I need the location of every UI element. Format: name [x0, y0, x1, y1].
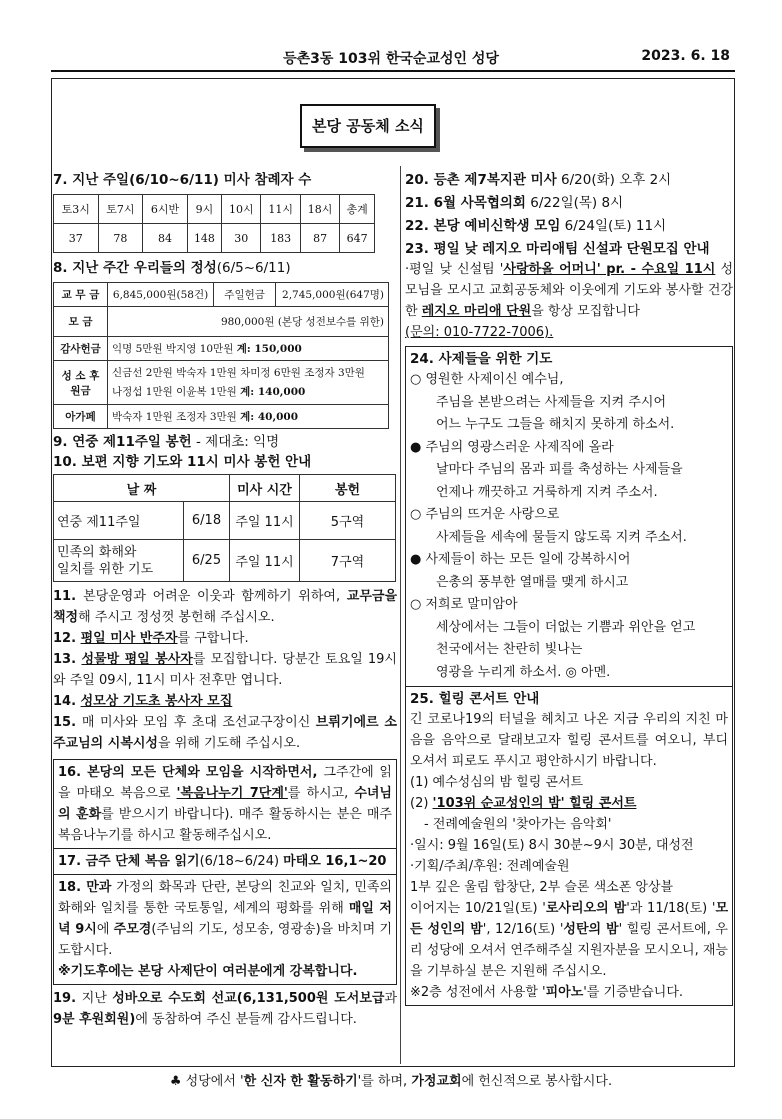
prayer-text: 사제들이 하는 모든 일에 강복하시어 — [425, 552, 631, 567]
concert-program-1: (1) 예수성심의 밤 힐링 콘서트 — [410, 775, 584, 790]
item10-heading: 10. 보편 지향 기도와 11시 미사 봉헌 안내 — [53, 454, 312, 470]
item-text: 를 구합니다. — [177, 631, 249, 646]
item23-body — [405, 259, 733, 322]
concert-intro: 긴 코로나19의 터널을 헤치고 나온 지금 우리의 지친 마음을 음악으로 달래보고자 힐링 콘서트를 여오니, 부디 오셔서 피로도 푸시고 평안하시기 바랍니다. — [410, 712, 728, 769]
item20 — [405, 170, 733, 190]
attendance-value: 84 — [143, 224, 188, 253]
offering-row — [54, 361, 389, 405]
item-text: ', 12/16(토) ' — [482, 922, 564, 937]
item-emphasis: '103위 순교성인의 밤' 힐링 콘서트 — [432, 796, 637, 811]
prayer-line — [410, 572, 728, 595]
item-text: 를 받으시기 바랍니다). 매주 활동하시는 분은 매주 복음나누기를 하시고 활동해주십시오. — [58, 807, 392, 843]
schedule-header-row — [54, 475, 396, 502]
item-text: 과 — [384, 991, 397, 1006]
offering-label: 성 소 후원금 — [54, 361, 108, 405]
item-emphasis: 성바오로 수도회 선교(6,131,500원 도서보급 — [112, 991, 385, 1006]
offering-value: 980,000원 (본당 성전보수를 위한) — [108, 307, 389, 337]
attendance-col: 18시 — [300, 195, 339, 224]
schedule-header: 날 짜 — [54, 475, 230, 502]
item-emphasis: 모든 성인의 밤 — [410, 901, 729, 937]
prayer-line — [410, 662, 728, 685]
prayer-text: 저희로 말미암아 — [425, 597, 518, 612]
offering-label: 주일헌금 — [214, 283, 276, 307]
attendance-value: 87 — [300, 224, 339, 253]
prayer-line — [410, 369, 728, 392]
schedule-offer: 5구역 — [300, 502, 396, 540]
attendance-value: 37 — [54, 224, 99, 253]
prayer-text: 날마다 주님의 몸과 피를 축성하는 사제들을 — [436, 462, 683, 477]
concert-more — [410, 898, 728, 982]
item-emphasis: 성모상 기도초 봉사자 모집 — [80, 694, 233, 709]
concert-organizer: ·기획/주최/후원: 전례예술원 — [410, 859, 570, 874]
prayer-line — [410, 437, 728, 460]
item-emphasis: 16. 본당의 모든 단체와 모임을 시작하면서, — [58, 765, 324, 780]
item-emphasis: 만과 — [86, 880, 112, 895]
offering-value — [108, 405, 389, 429]
offering-donors: 신금선 2만원 박숙자 1만원 차미정 6만원 조정자 3만원 — [112, 366, 365, 379]
prayer-line — [410, 504, 728, 527]
item16-box — [53, 759, 397, 849]
item25-heading: 25. 힐링 콘서트 안내 — [410, 691, 540, 707]
footer-text: ♣ 성당에서 ' — [169, 1074, 244, 1089]
item-emphasis: 평일 미사 반주자 — [80, 631, 178, 646]
attendance-col: 10시 — [222, 195, 261, 224]
attendance-col: 토7시 — [98, 195, 143, 224]
item-text: 본당운영과 어려운 이웃과 함께하기 위하여, — [83, 589, 347, 604]
prayer-line — [410, 527, 728, 550]
item-number: 13. — [53, 652, 82, 667]
item-emphasis: 17. 금주 단체 복음 읽기 — [58, 854, 200, 869]
item18-box — [53, 875, 397, 985]
item24-heading: 24. 사제들을 위한 기도 — [410, 351, 553, 367]
offering-row — [54, 405, 389, 429]
item-emphasis: 브뤼기에르 소 주교님의 시복시성 — [53, 715, 397, 751]
left-column — [53, 170, 397, 1030]
prayer-text: 주님의 영광스러운 사제직에 올라 — [425, 439, 614, 455]
schedule-row — [54, 540, 396, 582]
item-text: 매 미사와 모임 후 초대 조선교구장이신 — [81, 715, 316, 730]
prayer-lines — [410, 369, 728, 684]
offering-value — [108, 361, 389, 405]
item-number: 12. — [53, 631, 81, 646]
item-text: 을 위해 기도해 주십시오. — [158, 736, 301, 751]
item-emphasis: 로사리오의 밤 — [545, 901, 627, 916]
prayer-text: 영원한 사제이신 예수님, — [425, 372, 564, 387]
schedule-time: 주일 11시 — [230, 502, 300, 540]
schedule-name-line: 민족의 화해와 — [57, 544, 137, 560]
attendance-col: 9시 — [187, 195, 221, 224]
filled-circle-icon: ● — [410, 552, 426, 567]
attendance-value: 30 — [222, 224, 261, 253]
attendance-col: 토3시 — [54, 195, 99, 224]
item11 — [53, 586, 397, 628]
offering-donors: 익명 5만원 박지영 10만원 — [112, 343, 234, 355]
item15 — [53, 712, 397, 754]
offering-row — [54, 283, 389, 307]
attendance-value: 183 — [261, 224, 300, 253]
item8-period: (6/5~6/11) — [216, 260, 291, 276]
prayer-text: 은총의 풍부한 열매를 맺게 하시고 — [436, 574, 629, 590]
item17 — [58, 851, 392, 872]
item-text: (6/18~6/24) — [199, 854, 284, 869]
item12 — [53, 628, 397, 649]
prayer-line — [410, 414, 728, 437]
item22 — [405, 216, 733, 236]
attendance-table — [53, 194, 375, 253]
offering-total: 계: 40,000 — [240, 411, 299, 423]
item24-box — [405, 346, 733, 687]
concert-performers: 1부 깊은 울림 합창단, 2부 슬론 색소폰 앙상블 — [410, 880, 674, 895]
item22-heading: 22. 본당 예비신학생 모임 — [405, 218, 561, 234]
offering-donors: 나정섭 1만원 이윤복 1만원 — [112, 385, 237, 398]
attendance-col: 총계 — [340, 195, 375, 224]
item9-note: - 제대초: 익명 — [191, 434, 280, 450]
item16 — [58, 762, 392, 846]
schedule-header: 미사 시간 — [230, 475, 300, 502]
item19 — [53, 988, 397, 1030]
schedule-name-line: 일치를 위한 기도 — [57, 561, 154, 577]
item23-heading: 23. 평일 낮 레지오 마리애팀 신설과 단원모집 안내 — [405, 241, 710, 257]
prayer-line — [410, 459, 728, 482]
item18-note: ※기도후에는 본당 사제단이 여러분에게 강복합니다. — [58, 964, 358, 979]
item25-box — [405, 687, 733, 1006]
offering-total: 계: 150,000 — [236, 343, 302, 355]
item-text: ' 힐링 콘서트에, 우리 성당에 오셔서 연주해주실 지원자분을 모시오니, 재능을 기부하실 분은 지원해 주십시오. — [410, 922, 728, 979]
item-emphasis: 매일 저녁 9시 — [58, 901, 392, 937]
attendance-col: 6시반 — [143, 195, 188, 224]
parish-name: 등촌3동 103위 한국순교성인 성당 — [283, 51, 499, 67]
item-emphasis: 주모경 — [113, 922, 152, 937]
item-text: (2) — [410, 796, 433, 811]
item-emphasis: '복음나누기 7단계' — [176, 786, 288, 801]
header-rule — [51, 70, 735, 72]
item-emphasis: 피아노 — [545, 985, 584, 1000]
attendance-value-row — [54, 224, 375, 253]
footer-text: '를 하며, — [357, 1074, 412, 1089]
item18 — [58, 877, 392, 961]
item-text: 을 항상 모집합니다 — [531, 304, 640, 319]
item-emphasis: 9분 후원회원) — [53, 1012, 136, 1027]
open-circle-icon: ○ — [410, 507, 426, 522]
offering-label: 교 무 금 — [54, 283, 108, 307]
schedule-date: 6/25 — [184, 540, 230, 582]
item7-heading: 7. 지난 주일(6/10~6/11) 미사 참례자 수 — [53, 172, 312, 188]
footer-emphasis: 한 신자 한 활동하기 — [243, 1074, 358, 1089]
right-column — [405, 170, 733, 1006]
attendance-value: 647 — [340, 224, 375, 253]
item13 — [53, 649, 397, 691]
attendance-value: 148 — [187, 224, 221, 253]
prayer-text: 주님을 본받으려는 사제들을 지켜 주시어 — [436, 394, 667, 410]
item-emphasis: 성물방 평일 봉사자 — [81, 652, 193, 667]
item-number: 18. — [58, 880, 87, 895]
prayer-line — [410, 482, 728, 505]
prayer-line — [410, 392, 728, 415]
item21-heading: 21. 6월 사목협의회 — [405, 195, 526, 211]
item-number: 11. — [53, 589, 84, 604]
item-text: (주님의 기도, 성모송, 영광송)을 바치며 기도합시다. — [58, 922, 393, 958]
attendance-col: 11시 — [261, 195, 300, 224]
item-text: ·평일 낮 신설팀 ' — [405, 262, 504, 277]
offering-donors: 박숙자 1만원 조정자 3만원 — [112, 411, 237, 423]
filled-circle-icon: ● — [410, 439, 426, 455]
prayer-text: 세상에서는 그들이 더없는 기쁨과 위안을 얻고 — [436, 619, 696, 635]
item-text: 를 하시고, — [287, 786, 355, 801]
schedule-date: 6/18 — [184, 502, 230, 540]
item-text: 를 모집합니다. 당분간 토요일 19시와 주일 09시, 11시 미사 전후만 엽니다. — [53, 652, 397, 688]
item-text: ※2층 성전에서 사용할 ' — [410, 985, 546, 1000]
footer-text: 에 헌신적으로 봉사합시다. — [461, 1074, 613, 1089]
item-text: 에 동참하여 주신 분들께 감사드립니다. — [135, 1012, 357, 1027]
item-text: 성모님을 모시고 교회공동체와 이웃에게 기도와 봉사할 건강한 — [405, 262, 733, 319]
prayer-text: 어느 누구도 그들을 해치지 못하게 하소서. — [436, 417, 675, 432]
item20-detail: 6/20(화) 오후 2시 — [556, 172, 672, 188]
schedule-row — [54, 502, 396, 540]
item-text: '를 기증받습니다. — [583, 985, 684, 1000]
prayer-line — [410, 617, 728, 640]
offering-label: 감사헌금 — [54, 337, 108, 361]
schedule-name — [54, 540, 184, 582]
prayer-line — [410, 594, 728, 617]
offering-value: 6,845,000원(58건) — [108, 283, 214, 307]
prayer-text: 사제들을 세속에 물들지 않도록 지켜 주소서. — [436, 529, 687, 545]
offering-total: 계: 140,000 — [240, 385, 306, 398]
item20-heading: 20. 등촌 제7복지관 미사 — [405, 172, 557, 188]
item-number: 19. — [53, 991, 82, 1006]
footer-slogan — [0, 1070, 782, 1089]
item-emphasis: 레지오 마리애 단원 — [421, 304, 532, 319]
item-text: 해 주시고 정성껏 봉헌해 주십시오. — [78, 610, 275, 625]
item-text: 그주간에 읽을 마태오 복음으로 — [58, 765, 392, 801]
item-number: 14. — [53, 694, 81, 709]
item-emphasis: 사랑하올 어머니' pr. - 수요일 11시 — [503, 262, 716, 277]
column-divider — [400, 166, 401, 1064]
item8-heading-text: 8. 지난 주간 우리들의 정성 — [53, 260, 217, 276]
open-circle-icon: ○ — [410, 597, 426, 612]
item-text: '과 11/18(토) ' — [626, 901, 716, 916]
item21 — [405, 193, 733, 213]
bulletin-date: 2023. 6. 18 — [641, 48, 730, 64]
attendance-value: 78 — [98, 224, 143, 253]
offering-value: 2,745,000원(647명) — [276, 283, 389, 307]
schedule-header: 봉헌 — [300, 475, 396, 502]
footer-emphasis: 가정교회 — [411, 1074, 462, 1089]
prayer-line — [410, 639, 728, 662]
item17-box — [53, 849, 397, 875]
item-text: 에 — [96, 922, 114, 937]
offering-label: 아가페 — [54, 405, 108, 429]
offering-table — [53, 282, 389, 429]
prayer-text: 영광을 누리게 하소서. ◎ 아멘. — [436, 664, 611, 680]
offering-schedule-table — [53, 474, 396, 582]
concert-program-2 — [410, 793, 728, 814]
item-emphasis: 교무금을 책정 — [53, 589, 397, 625]
offering-donors-line2 — [112, 383, 384, 402]
item-emphasis: 수녀님의 훈화 — [58, 786, 392, 822]
item-text: 지난 — [81, 991, 113, 1006]
offering-label: 모 금 — [54, 307, 108, 337]
item23-contact: (문의: 010-7722-7006). — [405, 325, 554, 340]
schedule-time: 주일 11시 — [230, 540, 300, 582]
prayer-text: 천국에서는 찬란히 빛나는 — [436, 642, 583, 657]
concert-subtitle: - 전례예술원의 '찾아가는 음악회' — [424, 817, 612, 832]
section-title: 본당 공동체 소식 — [300, 104, 436, 148]
item8-heading — [53, 258, 397, 278]
item14 — [53, 691, 397, 712]
item9-heading — [53, 432, 397, 452]
item-text: 이어지는 10/21일(토) ' — [410, 901, 546, 916]
attendance-header-row — [54, 195, 375, 224]
item-emphasis: 성탄의 밤 — [563, 922, 619, 937]
item-number: 15. — [53, 715, 82, 730]
prayer-text: 언제나 깨끗하고 거룩하게 지켜 주소서. — [436, 484, 658, 500]
offering-value — [108, 337, 389, 361]
item-text: 가정의 화목과 단란, 본당의 친교와 일치, 민족의 화해와 일치를 통한 국토통일, 세계의 평화를 위해 — [58, 880, 392, 916]
piano-donation — [410, 982, 728, 1003]
offering-row — [54, 307, 389, 337]
item21-detail: 6/22일(목) 8시 — [525, 195, 624, 211]
schedule-name: 연중 제11주일 — [54, 502, 184, 540]
open-circle-icon: ○ — [410, 372, 426, 387]
prayer-line — [410, 549, 728, 572]
offering-row — [54, 337, 389, 361]
item22-detail: 6/24일(토) 11시 — [560, 218, 667, 234]
prayer-text: 주님의 뜨거운 사랑으로 — [425, 507, 560, 522]
item9-heading-text: 9. 연중 제11주일 봉헌 — [53, 434, 192, 450]
item-emphasis: 마태오 16,1~20 — [283, 854, 387, 869]
concert-date: ·일시: 9월 16일(토) 8시 30분~9시 30분, 대성전 — [410, 838, 694, 853]
schedule-offer: 7구역 — [300, 540, 396, 582]
